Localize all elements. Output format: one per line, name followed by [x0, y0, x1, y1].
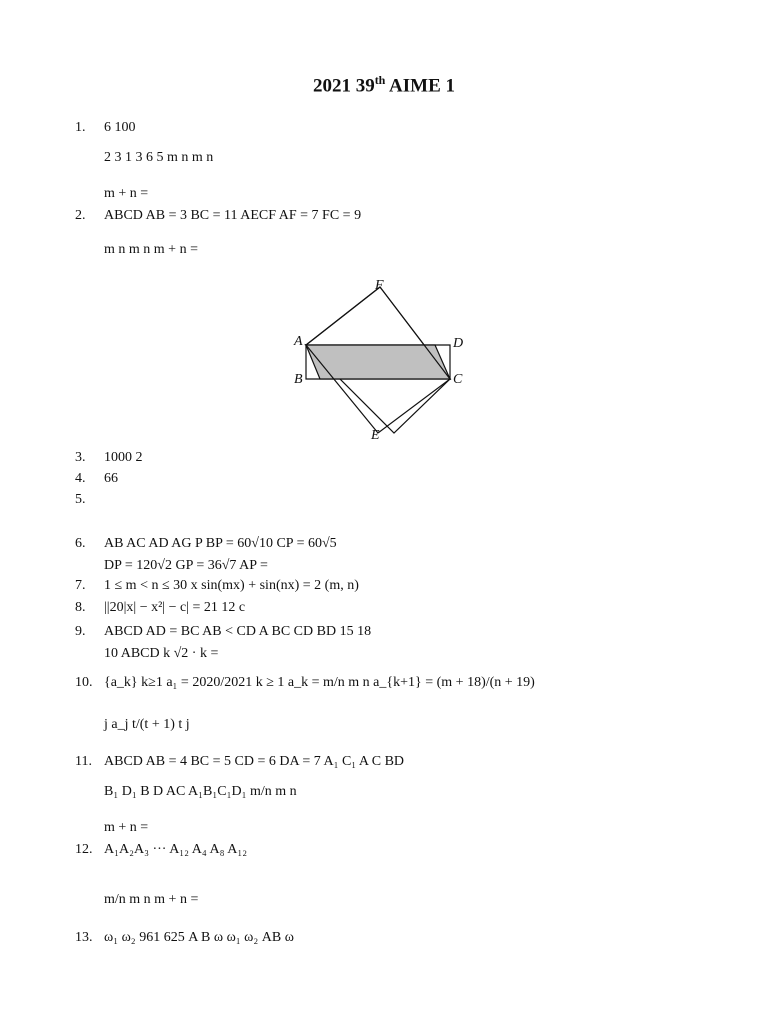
problem-line: m + n =	[104, 186, 149, 201]
problem-number: 7.	[75, 578, 86, 593]
problem-number: 12.	[75, 842, 93, 857]
problem-line: ABCD AD = BC AB < CD A BC CD BD 15 18	[104, 624, 372, 639]
problem-line: m n m n m + n =	[104, 242, 198, 257]
problem-line: ABCD AB = 4 BC = 5 CD = 6 DA = 7 A₁ C₁ A C BD	[104, 754, 405, 769]
vertex-label-b: B	[294, 372, 303, 387]
problem-number: 6.	[75, 536, 86, 551]
vertex-label-d: D	[453, 336, 464, 351]
problem-line: ω₁ ω₂ 961 625 A B ω ω₁ ω₂ AB ω	[104, 930, 294, 945]
title-tail: AIME 1	[385, 75, 456, 97]
problem-line: DP = 120√2 GP = 36√7 AP =	[104, 558, 268, 573]
problem-line: 10 ABCD k √2 · k =	[104, 646, 219, 661]
problem-number: 3.	[75, 450, 86, 465]
problem-line: ||20|x| − x²| − c| = 21 12 c	[104, 600, 246, 615]
title-main: 2021 39	[312, 75, 375, 97]
problem-line: ABCD AB = 3 BC = 11 AECF AF = 7 FC = 9	[104, 208, 362, 223]
edge-ec	[378, 379, 450, 433]
problem-line: B₁ D₁ B D AC A₁B₁C₁D₁ m/n m n	[104, 784, 297, 799]
problem-line: {a_k} k≥1 a₁ = 2020/2021 k ≥ 1 a_k = m/n m n a_{k+1} = (m + 18)/(n + 19)	[104, 675, 535, 690]
problem-line: 2 3 1 3 6 5 m n m n	[104, 150, 214, 165]
problem-number: 13.	[75, 930, 93, 945]
problem-number: 2.	[75, 208, 86, 223]
problem-number: 8.	[75, 600, 86, 615]
page-title	[0, 73, 768, 97]
problem-number: 1.	[75, 120, 86, 135]
geometry-figure	[290, 275, 490, 445]
problem-number: 9.	[75, 624, 86, 639]
problem-line: m/n m n m + n =	[104, 892, 199, 907]
vertex-label-e: E	[371, 428, 380, 443]
problem-line: j a_j t/(t + 1) t j	[104, 717, 190, 732]
problem-line: 1 ≤ m < n ≤ 30 x sin(mx) + sin(nx) = 2 (m, n)	[104, 578, 359, 593]
problem-line: 66	[104, 471, 118, 486]
problem-number: 5.	[75, 492, 86, 507]
problem-number: 10.	[75, 675, 93, 690]
problem-line: AB AC AD AG P BP = 60√10 CP = 60√5	[104, 536, 337, 551]
edge-af	[306, 287, 380, 345]
problem-line: m + n =	[104, 820, 149, 835]
vertex-label-a: A	[294, 334, 303, 349]
vertex-label-c: C	[453, 372, 463, 387]
problem-line: A₁A₂A₃ ··· A₁₂ A₄ A₈ A₁₂	[104, 842, 248, 857]
problem-line: 1000 2	[104, 450, 143, 465]
problem-line: 6 100	[104, 120, 136, 135]
problem-number: 11.	[75, 754, 92, 769]
title-superscript: th	[374, 73, 386, 87]
vertex-label-f: F	[375, 278, 384, 293]
problem-number: 4.	[75, 471, 86, 486]
